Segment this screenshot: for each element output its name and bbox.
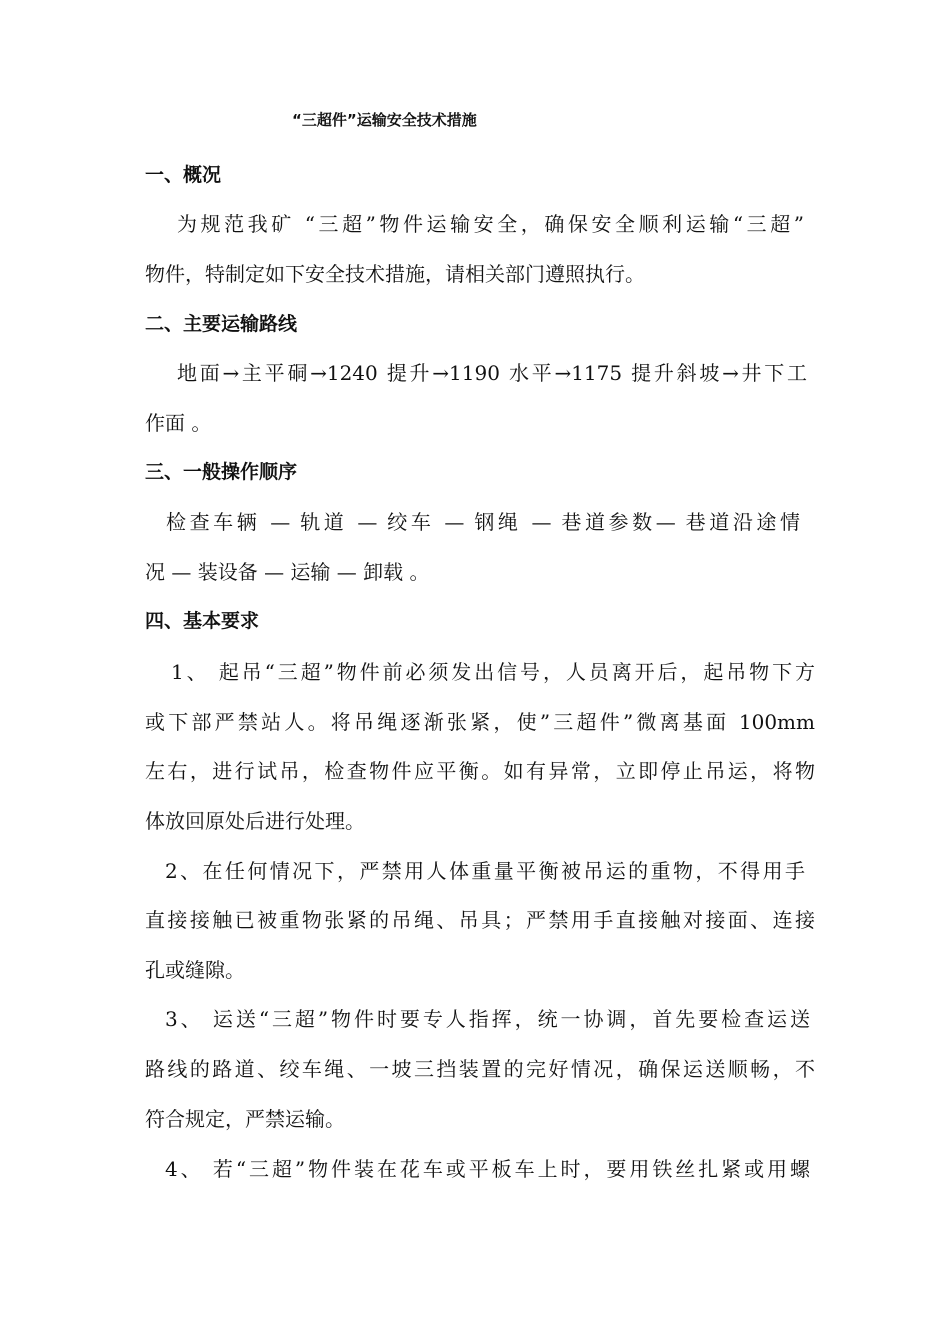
paragraph-line: 为规范我矿 “三超”物件运输安全，确保安全顺利运输“三超” xyxy=(177,212,804,236)
section-heading-route: 二、主要运输路线 xyxy=(145,313,298,335)
paragraph-line: 左右，进行试吊，检查物件应平衡。如有异常，立即停止吊运，将物 xyxy=(145,759,815,783)
paragraph-line: 2、在任何情况下，严禁用人体重量平衡被吊运的重物，不得用手 xyxy=(165,859,805,883)
paragraph-line: 作面 。 xyxy=(145,411,212,435)
paragraph-line: 路线的路道、绞车绳、一坡三挡装置的完好情况，确保运送顺畅，不 xyxy=(145,1057,815,1081)
section-heading-requirements: 四、基本要求 xyxy=(145,610,260,632)
paragraph-line: 况 — 装设备 — 运输 — 卸载 。 xyxy=(145,560,430,584)
paragraph-line: 符合规定，严禁运输。 xyxy=(145,1107,345,1131)
paragraph-line: 直接接触已被重物张紧的吊绳、吊具；严禁用手直接触对接面、连接 xyxy=(145,908,815,932)
section-heading-sequence: 三、一般操作顺序 xyxy=(145,461,298,483)
paragraph-line: 地面→主平硐→1240 提升→1190 水平→1175 提升斜坡→井下工 xyxy=(177,361,807,385)
paragraph-line: 体放回原处后进行处理。 xyxy=(145,809,365,833)
paragraph-line: 4、 若“三超”物件装在花车或平板车上时，要用铁丝扎紧或用螺 xyxy=(165,1157,810,1181)
paragraph-line: 物件，特制定如下安全技术措施，请相关部门遵照执行。 xyxy=(145,262,645,286)
paragraph-line: 检查车辆 — 轨道 — 绞车 — 钢绳 — 巷道参数— 巷道沿途情 xyxy=(166,510,800,534)
document-title: “三超件”运输安全技术措施 xyxy=(292,111,477,129)
paragraph-line: 3、 运送“三超”物件时要专人指挥，统一协调，首先要检查运送 xyxy=(165,1007,810,1031)
paragraph-line: 孔或缝隙。 xyxy=(145,958,245,982)
section-heading-overview: 一、概况 xyxy=(145,164,222,186)
paragraph-line: 或下部严禁站人。将吊绳逐渐张紧，使”三超件”微离基面 100mm xyxy=(145,710,815,734)
paragraph-line: 1、 起吊“三超”物件前必须发出信号，人员离开后，起吊物下方 xyxy=(171,660,815,684)
